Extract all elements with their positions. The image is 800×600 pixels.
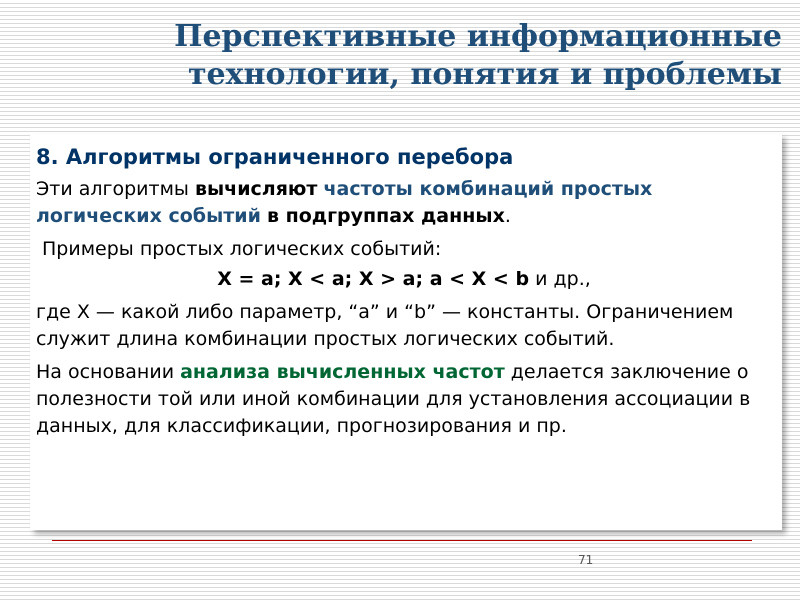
p5-text-c: делается заключение о полезности той или иной комбинации для установления ассоциации в данных, для классификации, прогнозирования и пр. [36, 361, 751, 437]
p1-text-g: . [504, 205, 511, 227]
p3-text-a: X = a; X < a; X > a; a < X < b [217, 268, 530, 290]
p5-text-b: анализа вычисленных частот [180, 361, 505, 383]
paragraph-examples-intro: Примеры простых логических событий: [42, 238, 442, 260]
content-box [30, 134, 782, 530]
paragraph-conclusion [36, 359, 772, 440]
title-line-2: технологии, понятия и проблемы [187, 57, 782, 92]
section-heading: 8. Алгоритмы ограниченного перебора [36, 145, 514, 169]
p1-text-d: частоты комбинаций простых логических событий [36, 178, 653, 227]
paragraph-parameter: где X — какой либо параметр, “a” и “b” — константы. Ограничением служит длина комбинации простых логических событий. [36, 301, 734, 350]
p1-text-f: в подгруппах данных [266, 205, 505, 227]
paragraph-algorithms [36, 176, 772, 230]
slide-number: 71 [578, 553, 594, 567]
footer-rule [52, 540, 752, 541]
p5-text-a: На основании [36, 361, 181, 383]
title-line-1: Перспективные информационные [174, 19, 782, 54]
p1-text-b: вычисляют [194, 178, 318, 200]
p3-text-b: и др., [529, 268, 591, 290]
p1-text-a: Эти алгоритмы [36, 178, 195, 200]
slide-title [82, 18, 782, 94]
paragraph-examples-formula [36, 266, 772, 293]
content-body [36, 142, 772, 440]
